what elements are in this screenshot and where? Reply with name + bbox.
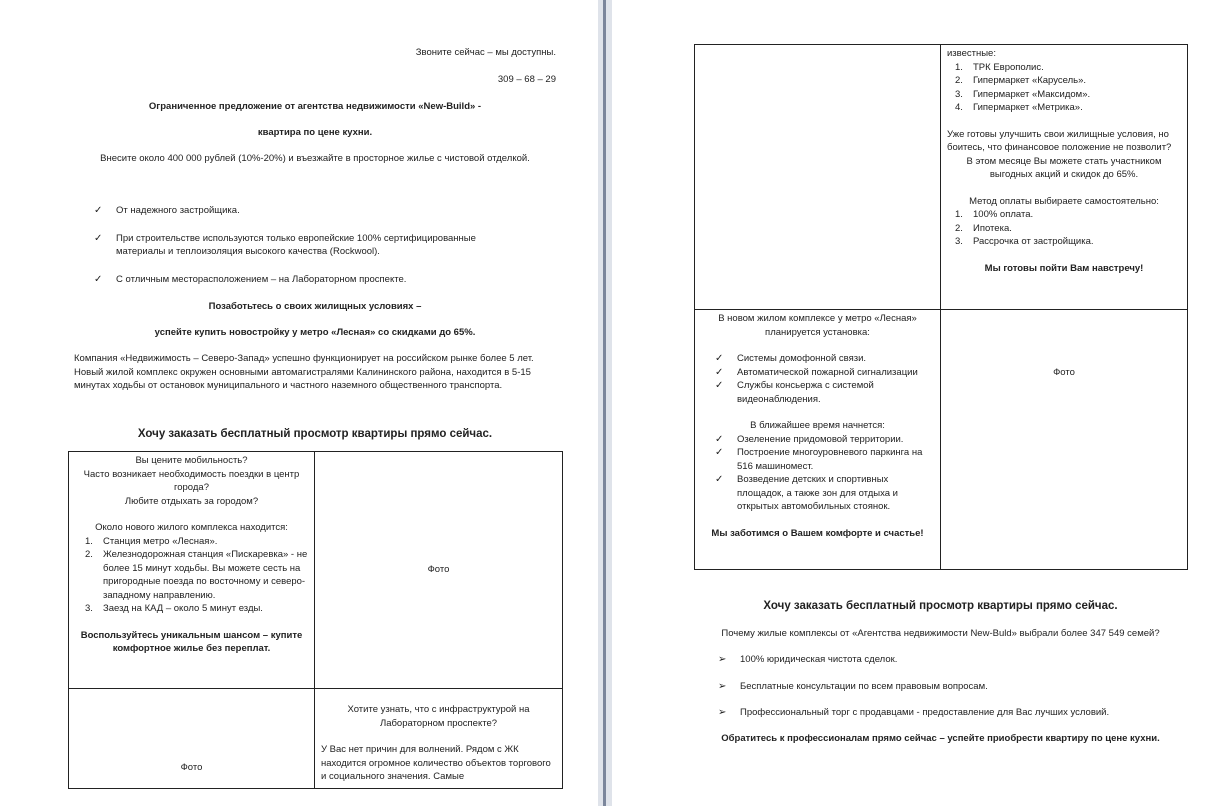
feature-table-left [68, 451, 563, 789]
list-item: ✓ Автоматической пожарной сигнализации [715, 366, 934, 380]
list-item: Железнодорожная станция «Пискаревка» - не более 15 минут ходьбы. Вы можете сесть на пригородные поезда по восточному и северо-западному направлению. [103, 549, 308, 601]
list-item: Заезд на КАД – около 5 минут езды. [103, 603, 263, 614]
list-item: ➢ Профессиональный торг с продавцами - предоставление для Вас лучших условий. [718, 706, 1198, 720]
offer-line-2: квартира по цене кухни. [257, 127, 373, 138]
list-item: Гипермаркет «Метрика». [973, 102, 1083, 113]
company-paragraph: Компания «Недвижимость – Северо-Запад» успешно функционирует на российском рынке более 5 лет. Новый жилой комплекс окружен основными автомагистралями Калининского района, находится в 5-15 минутах ходьбы от остановок муниципального и частного наземного общественного транспорта. [74, 353, 534, 391]
photo-placeholder: Фото [941, 310, 1188, 570]
list-item: ➢ Бесплатные консультации по всем правовым вопросам. [718, 680, 1198, 694]
chance-text: Воспользуйтесь уникальным шансом – купите комфортное жилье без переплат. [80, 629, 303, 654]
ready-question: Уже готовы улучшить свои жилищные условия, но боитесь, что финансовое положение не позволит? [947, 128, 1172, 153]
stores-prefix: известные: [947, 48, 996, 59]
phone-number: 309 – 68 – 29 [497, 74, 556, 85]
care-line-1: Позаботьтесь о своих жилищных условиях – [208, 301, 422, 312]
list-item: ✓ Службы консьержа с системой видеонаблюдения. [715, 379, 934, 406]
list-item: Рассрочка от застройщика. [973, 236, 1094, 247]
list-item: ✓ С отличным месторасположением – на Лабораторном проспекте. [94, 273, 524, 287]
near-list [75, 535, 308, 616]
reasons-list [718, 653, 1198, 720]
list-item: ✓ Возведение детских и спортивных площадок, а также зон для отдыха и открытых автомобильных стоянок. [715, 473, 934, 514]
infrastructure-question: Хотите узнать, что с инфраструктурой на Лабораторном проспекте? [347, 704, 530, 729]
infrastructure-text: У Вас нет причин для волнений. Рядом с ЖК находится огромное количество объектов торгового и социального значения. Самые [321, 744, 551, 782]
list-item: ✓ Озеленение придомовой территории. [715, 433, 934, 447]
call-now-text: Звоните сейчас – мы доступны. [415, 47, 556, 58]
table-cell-empty [695, 45, 941, 310]
page-divider [603, 0, 606, 806]
list-item: ✓ Системы домофонной связи. [715, 352, 934, 366]
list-item: ✓ От надежного застройщика. [94, 204, 524, 218]
mobility-question-3: Любите отдыхать за городом? [124, 495, 259, 507]
document-page-right [612, 0, 1216, 806]
benefits-list [94, 204, 524, 286]
why-question: Почему жилые комплексы от «Агентства недвижимости New-Buld» выбрали более 347 549 семей? [721, 628, 1160, 639]
ready-help: Мы готовы пойти Вам навстречу! [984, 262, 1144, 274]
photo-placeholder: Фото [315, 452, 563, 689]
list-item: Гипермаркет «Карусель». [973, 75, 1087, 86]
table-cell-install [695, 310, 941, 570]
list-item: ТРК Европолис. [973, 61, 1044, 73]
cta-heading: Хочу заказать бесплатный просмотр квартиры прямо сейчас. [137, 428, 493, 440]
comfort-text: Мы заботимся о Вашем комфорте и счастье! [711, 527, 924, 539]
cta-heading: Хочу заказать бесплатный просмотр квартиры прямо сейчас. [763, 600, 1118, 612]
list-item: ✓ При строительстве используются только европейские 100% сертифицированные материалы и теплоизоляция высокого качества (Rockwool). [94, 232, 524, 259]
stores-list [947, 61, 1181, 115]
table-cell-stores [941, 45, 1188, 310]
list-item: Ипотека. [973, 222, 1012, 234]
payment-list [947, 208, 1181, 249]
near-title: Около нового жилого комплекса находится: [95, 522, 288, 533]
soon-title: В ближайшее время начнется: [750, 420, 885, 431]
final-call-text: Обратитесь к профессионалам прямо сейчас – успейте приобрести квартиру по цене кухни. [721, 733, 1160, 744]
list-item: Станция метро «Лесная». [103, 535, 218, 547]
feature-table-right [694, 44, 1188, 570]
month-offer: В этом месяце Вы можете стать участником выгодных акций и скидок до 65%. [966, 155, 1162, 180]
install-list [701, 352, 934, 406]
list-item: ✓ Построение многоуровневого паркинга на 516 машиномест. [715, 446, 934, 473]
list-item: ➢ 100% юридическая чистота сделок. [718, 653, 1198, 667]
document-page-left [0, 0, 598, 806]
offer-line-1: Ограниченное предложение от агентства недвижимости «New-Build» - [148, 101, 482, 112]
payment-title: Метод оплаты выбираете самостоятельно: [969, 195, 1159, 207]
mobility-question-2: Часто возникает необходимость поездки в центр города? [83, 468, 300, 493]
table-cell-infrastructure [315, 689, 563, 789]
deposit-text: Внесите около 400 000 рублей (10%-20%) и въезжайте в просторное жилье с чистовой отделкой. [100, 153, 530, 164]
list-item: Гипермаркет «Максидом». [973, 88, 1091, 100]
list-item: 100% оплата. [973, 209, 1034, 220]
install-title: В новом жилом комплексе у метро «Лесная» планируется установка: [718, 313, 917, 338]
table-cell-mobility [69, 452, 315, 689]
photo-placeholder: Фото [69, 689, 315, 789]
soon-list [701, 433, 934, 514]
mobility-question-1: Вы цените мобильность? [135, 455, 248, 466]
care-line-2: успейте купить новостройку у метро «Лесная» со скидками до 65%. [154, 327, 476, 338]
